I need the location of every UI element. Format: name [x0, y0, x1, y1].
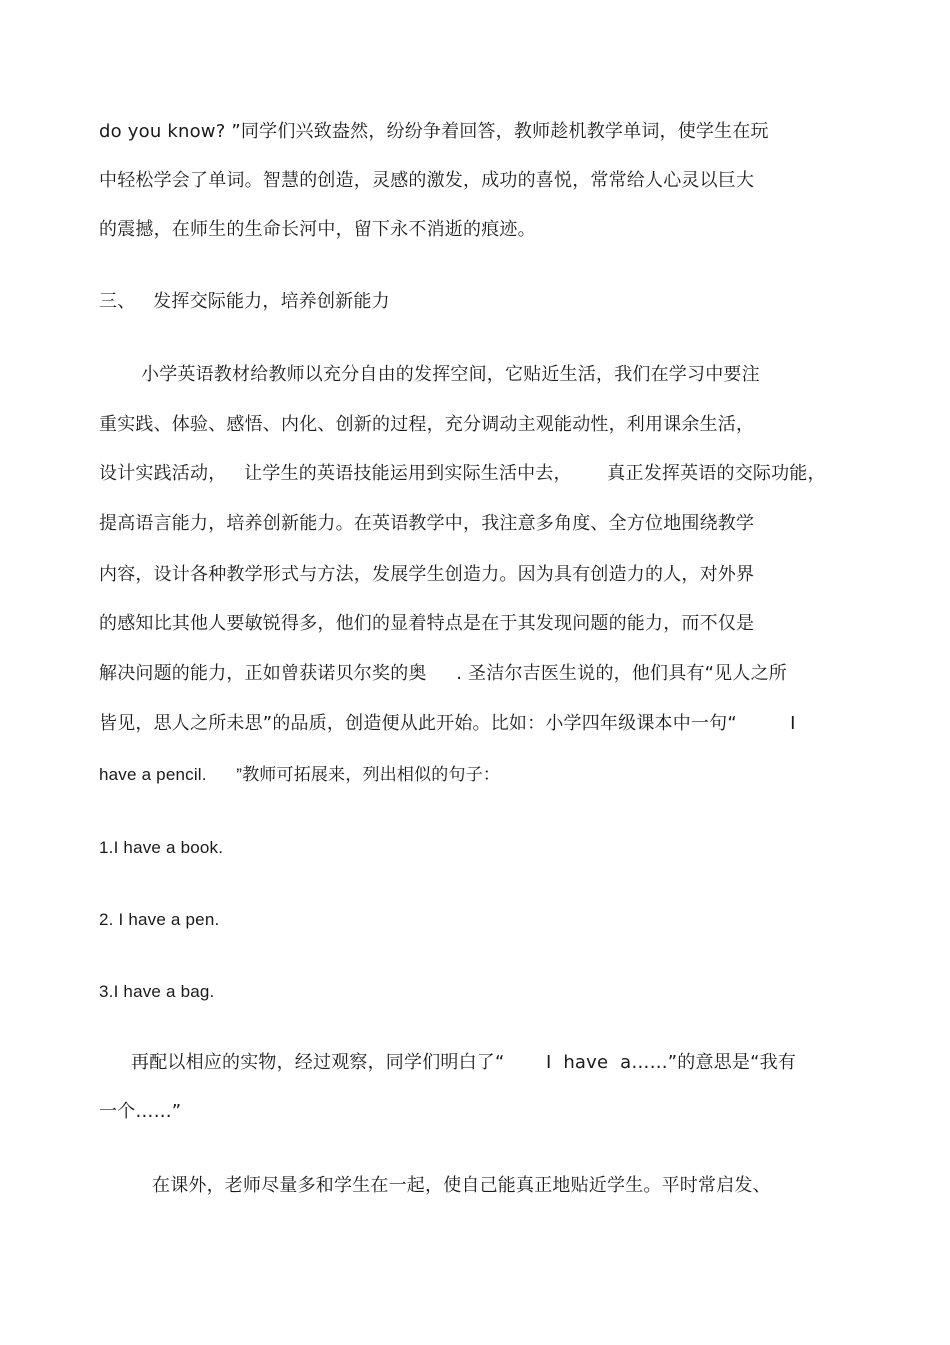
- example-sentence-3: 3.I have a bag.: [99, 982, 215, 1001]
- paragraph-2-line-1: 小学英语教材给教师以充分自由的发挥空间，它贴近生活，我们在学习中要注: [141, 364, 760, 385]
- paragraph-4-line-1: 在课外，老师尽量多和学生在一起，使自己能真正地贴近学生。平时常启发、: [152, 1175, 771, 1196]
- example-sentence-1: 1.I have a book.: [99, 838, 224, 857]
- paragraph-2-line-6: 的感知比其他人要敏锐得多，他们的显着特点是在于其发现问题的能力，而不仅是: [99, 613, 755, 634]
- paragraph-2-line-9: have a pencil. ”教师可拓展来，列出相似的句子：: [99, 765, 501, 784]
- paragraph-2-line-2: 重实践、体验、感悟、内化、创新的过程，充分调动主观能动性，利用课余生活，: [99, 414, 755, 435]
- paragraph-2-line-8: 皆见，思人之所未思”的品质，创造便从此开始。比如：小学四年级课本中一句“ I: [99, 713, 796, 734]
- paragraph-2-line-7: 解决问题的能力，正如曾获诺贝尔奖的奥 . 圣洁尔吉医生说的，他们具有“见人之所: [99, 663, 787, 684]
- section-heading: 三、 发挥交际能力，培养创新能力: [99, 291, 390, 312]
- paragraph-1-line-3: 的震撼，在师生的生命长河中，留下永不消逝的痕迹。: [99, 219, 536, 240]
- example-sentence-2: 2. I have a pen.: [99, 910, 220, 929]
- paragraph-3-line-1: 再配以相应的实物，经过观察，同学们明白了“ I have a……”的意思是“我有: [131, 1052, 797, 1073]
- paragraph-2-line-3: 设计实践活动， 让学生的英语技能运用到实际生活中去， 真正发挥英语的交际功能，: [99, 463, 826, 484]
- paragraph-3-line-2: 一个……”: [99, 1101, 182, 1122]
- paragraph-1-line-1: do you know? ”同学们兴致盎然，纷纷争着回答，教师趁机教学单词，使学生在玩: [99, 121, 769, 142]
- paragraph-2-line-4: 提高语言能力，培养创新能力。在英语教学中，我注意多角度、全方位地围绕教学: [99, 513, 755, 534]
- paragraph-1-line-2: 中轻松学会了单词。智慧的创造，灵感的激发，成功的喜悦，常常给人心灵以巨大: [99, 170, 755, 191]
- paragraph-2-line-5: 内容，设计各种教学形式与方法，发展学生创造力。因为具有创造力的人，对外界: [99, 564, 755, 585]
